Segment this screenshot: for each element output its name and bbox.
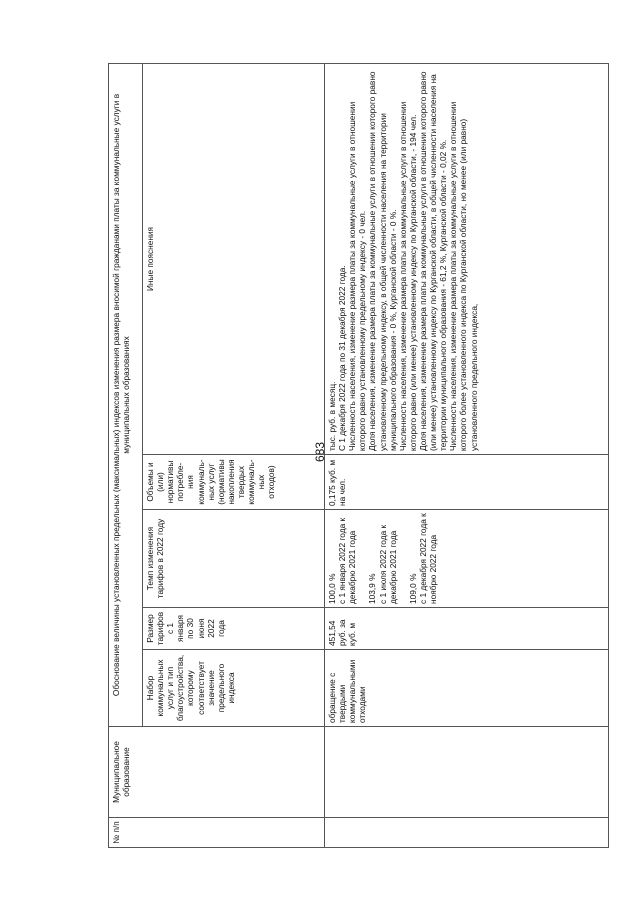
header-rate-change: Темп изменения тарифов в 2022 году [143,510,325,608]
cell-other-notes: тыс. руб. в месяц. С 1 декабря 2022 года по 31 декабря 2022 года. Численность населения, изменение размера платы за коммунальные услуги в отношении которого равно установленному предельному индексу - 0 чел. Доля населения, изменение размера платы за коммунальные услуги в отношении которого равно установленному предельному индексу, в общей численности населения на территории муниципального образования - 0 %, Курганской области - 0 %. Численность населения, изменение размера платы за коммунальные услуги в отношении которого равно (или менее) установленному индексу по Курганской области, - 194 чел. Доля населения, изменение размера платы за коммунальные услуги в отношении которого равно (или менее) установленному индексу по Курганской области, в общей численности населения на территории муниципального образования - 61,2 %, Курганской области - 0,02 %. Численность населения, изменение размера платы за коммунальные услуги в отношении которого более установленного индекса по Курганской области, но менее (или равно) установленного предельного индекса, [325,63,609,454]
header-volume: Объемы и (или) нормативы потребле-ния коммуналь-ных услуг (нормативы накопления твердых коммуналь-ных отходов) [143,455,325,510]
header-justification-group: Обоснование величины установленных предельных (максимальных) индексов изменения размера вносимой гражданами платы за коммунальные услуги в муниципальных образованиях [109,63,143,726]
header-municipality: Муниципальное образование [109,727,325,818]
cell-volume: 0,175 куб. м на чел. [325,455,609,510]
cell-rate-change: 100,0 % с 1 января 2022 года к декабрю 2021 года 103,9 % с 1 июля 2022 года к декабрю 2021 года 109,0 % с 1 декабря 2022 года к ноябрю 2022 года [325,510,609,608]
header-other-notes: Иные пояснения [143,63,325,454]
header-service-set: Набор коммунальных услуг и тип благоустройства, которому соответствует значение предельного индекса [143,650,325,727]
page-number: 683 [313,441,327,463]
justification-table [108,63,609,848]
rotated-page-content [108,64,608,848]
cell-municipality [325,727,609,818]
cell-row-number [325,818,609,848]
header-tariff: Размер тарифов с 1 января по 30 июня 2022 года [143,608,325,650]
table-row [325,63,609,847]
cell-tariff: 451,54 руб. за куб. м [325,608,609,650]
header-row-number: № п/п [109,818,325,848]
cell-service: обращение с твердыми коммунальными отходами [325,650,609,727]
